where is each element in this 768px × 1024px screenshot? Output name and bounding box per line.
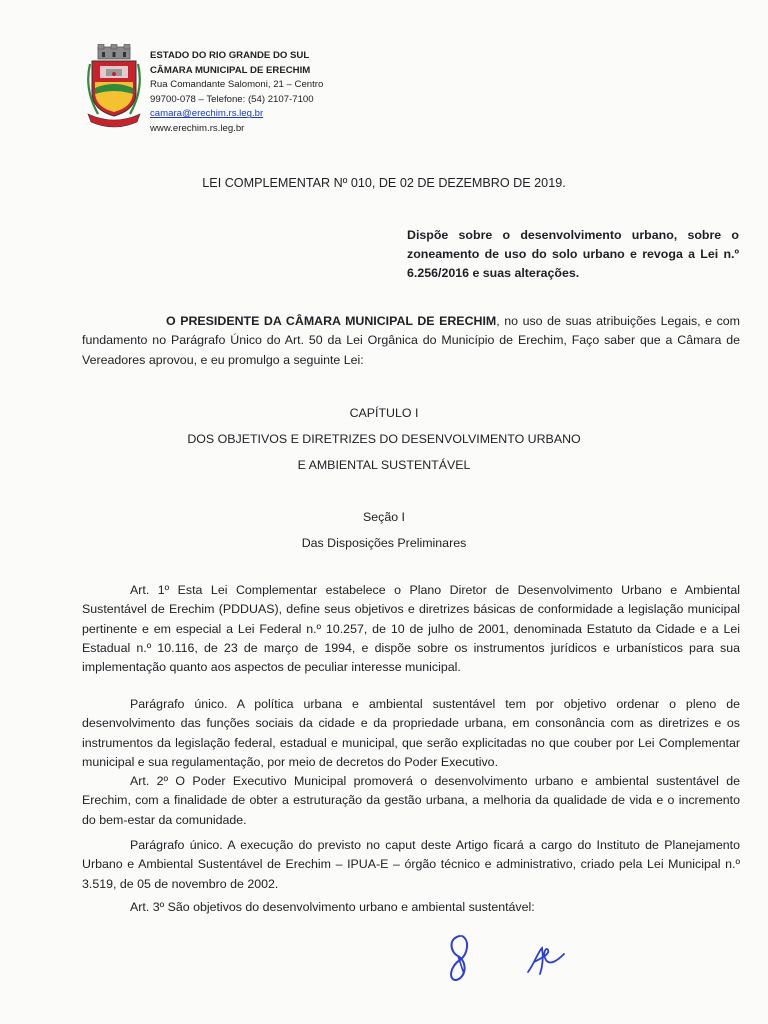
section-title: Das Disposições Preliminares [301,536,467,550]
article-2-sole-paragraph [82,836,740,894]
article-2 [82,772,740,830]
article-1-sole-paragraph [82,695,740,772]
website: www.erechim.rs.leg.br [150,122,245,134]
initials-signature-2 [524,940,570,980]
article-1 [82,581,740,677]
chapter-label: CAPÍTULO I [349,406,419,420]
law-summary: Dispõe sobre o desenvolvimento urbano, sobre o zoneamento de uso do solo urbano e revoga a Lei n.º 6.256/2016 e suas alterações. [407,228,739,280]
article-1-text: Art. 1º Esta Lei Complementar estabelece o Plano Diretor de Desenvolvimento Urbano e Ambiental Sustentável de Erechim (PDDUAS), define seus objetivos e diretrizes básicas de conformidade a legislação municipal pertinente e em especial a Lei Federal n.º 10.257, de 10 de julho de 2001, denominada Estatuto da Cidade e a Lei Estadual n.º 10.116, de 23 de março de 1994, e dispõe sobre os instrumentos jurídicos e urbanísticos para sua implementação quanto aos aspectos de peculiar interesse municipal. [82,583,740,675]
initials-signature-1 [440,930,480,990]
municipal-crest-logo [84,44,144,130]
article-2-text: Art. 2º O Poder Executivo Municipal promoverá o desenvolvimento urbano e ambiental sustentável de Erechim, com a finalidade de obter a estruturação da gestão urbana, a melhoria da qualidade de vida e o incremento do bem-estar da comunidade. [82,774,740,827]
law-title: LEI COMPLEMENTAR Nº 010, DE 02 DE DEZEMBRO DE 2019. [202,176,566,190]
chapter-title-line1: DOS OBJETIVOS E DIRETRIZES DO DESENVOLVIMENTO URBANO [187,432,581,446]
address: Rua Comandante Salomoni, 21 – Centro [150,79,324,91]
state-name: ESTADO DO RIO GRANDE DO SUL [150,50,310,61]
email-link[interactable]: camara@erechim.rs.leg.br [150,108,264,120]
preamble-authority: O PRESIDENTE DA CÂMARA MUNICIPAL DE ERECHIM [166,314,497,328]
article-1-sole-paragraph-text: Parágrafo único. A política urbana e ambiental sustentável tem por objetivo ordenar o pleno de desenvolvimento das funções sociais da cidade e da propriedade urbana, em consonância com as diretrizes e os instrumentos da legislação federal, estadual e municipal, que serão explicitadas no que couber por Lei Complementar municipal e sua regulamentação, por meio de decretos do Poder Executivo. [82,697,740,769]
section-label: Seção I [362,510,406,524]
phone: 99700-078 – Telefone: (54) 2107-7100 [150,93,314,105]
article-3-text: Art. 3º São objetivos do desenvolvimento urbano e ambiental sustentável: [130,900,535,914]
letterhead [150,49,323,137]
chapter-title-line2: E AMBIENTAL SUSTENTÁVEL [297,458,471,472]
article-2-sole-paragraph-text: Parágrafo único. A execução do previsto no caput deste Artigo ficará a cargo do Instituto de Planejamento Urbano e Ambiental Sustentável de Erechim – IPUA-E – órgão técnico e administrativo, criado pela Lei Municipal n.º 3.519, de 05 de novembro de 2002. [82,838,740,891]
chamber-name: CÂMARA MUNICIPAL DE ERECHIM [150,64,311,76]
preamble [82,312,740,370]
preamble-text: , no uso de suas atribuições Legais, e com fundamento no Parágrafo Único do Art. 50 da Lei Orgânica do Município de Erechim, Faço saber que a Câmara de Vereadores aprovou, e eu promulgo a seguinte Lei: [82,314,741,367]
article-3 [82,898,740,917]
